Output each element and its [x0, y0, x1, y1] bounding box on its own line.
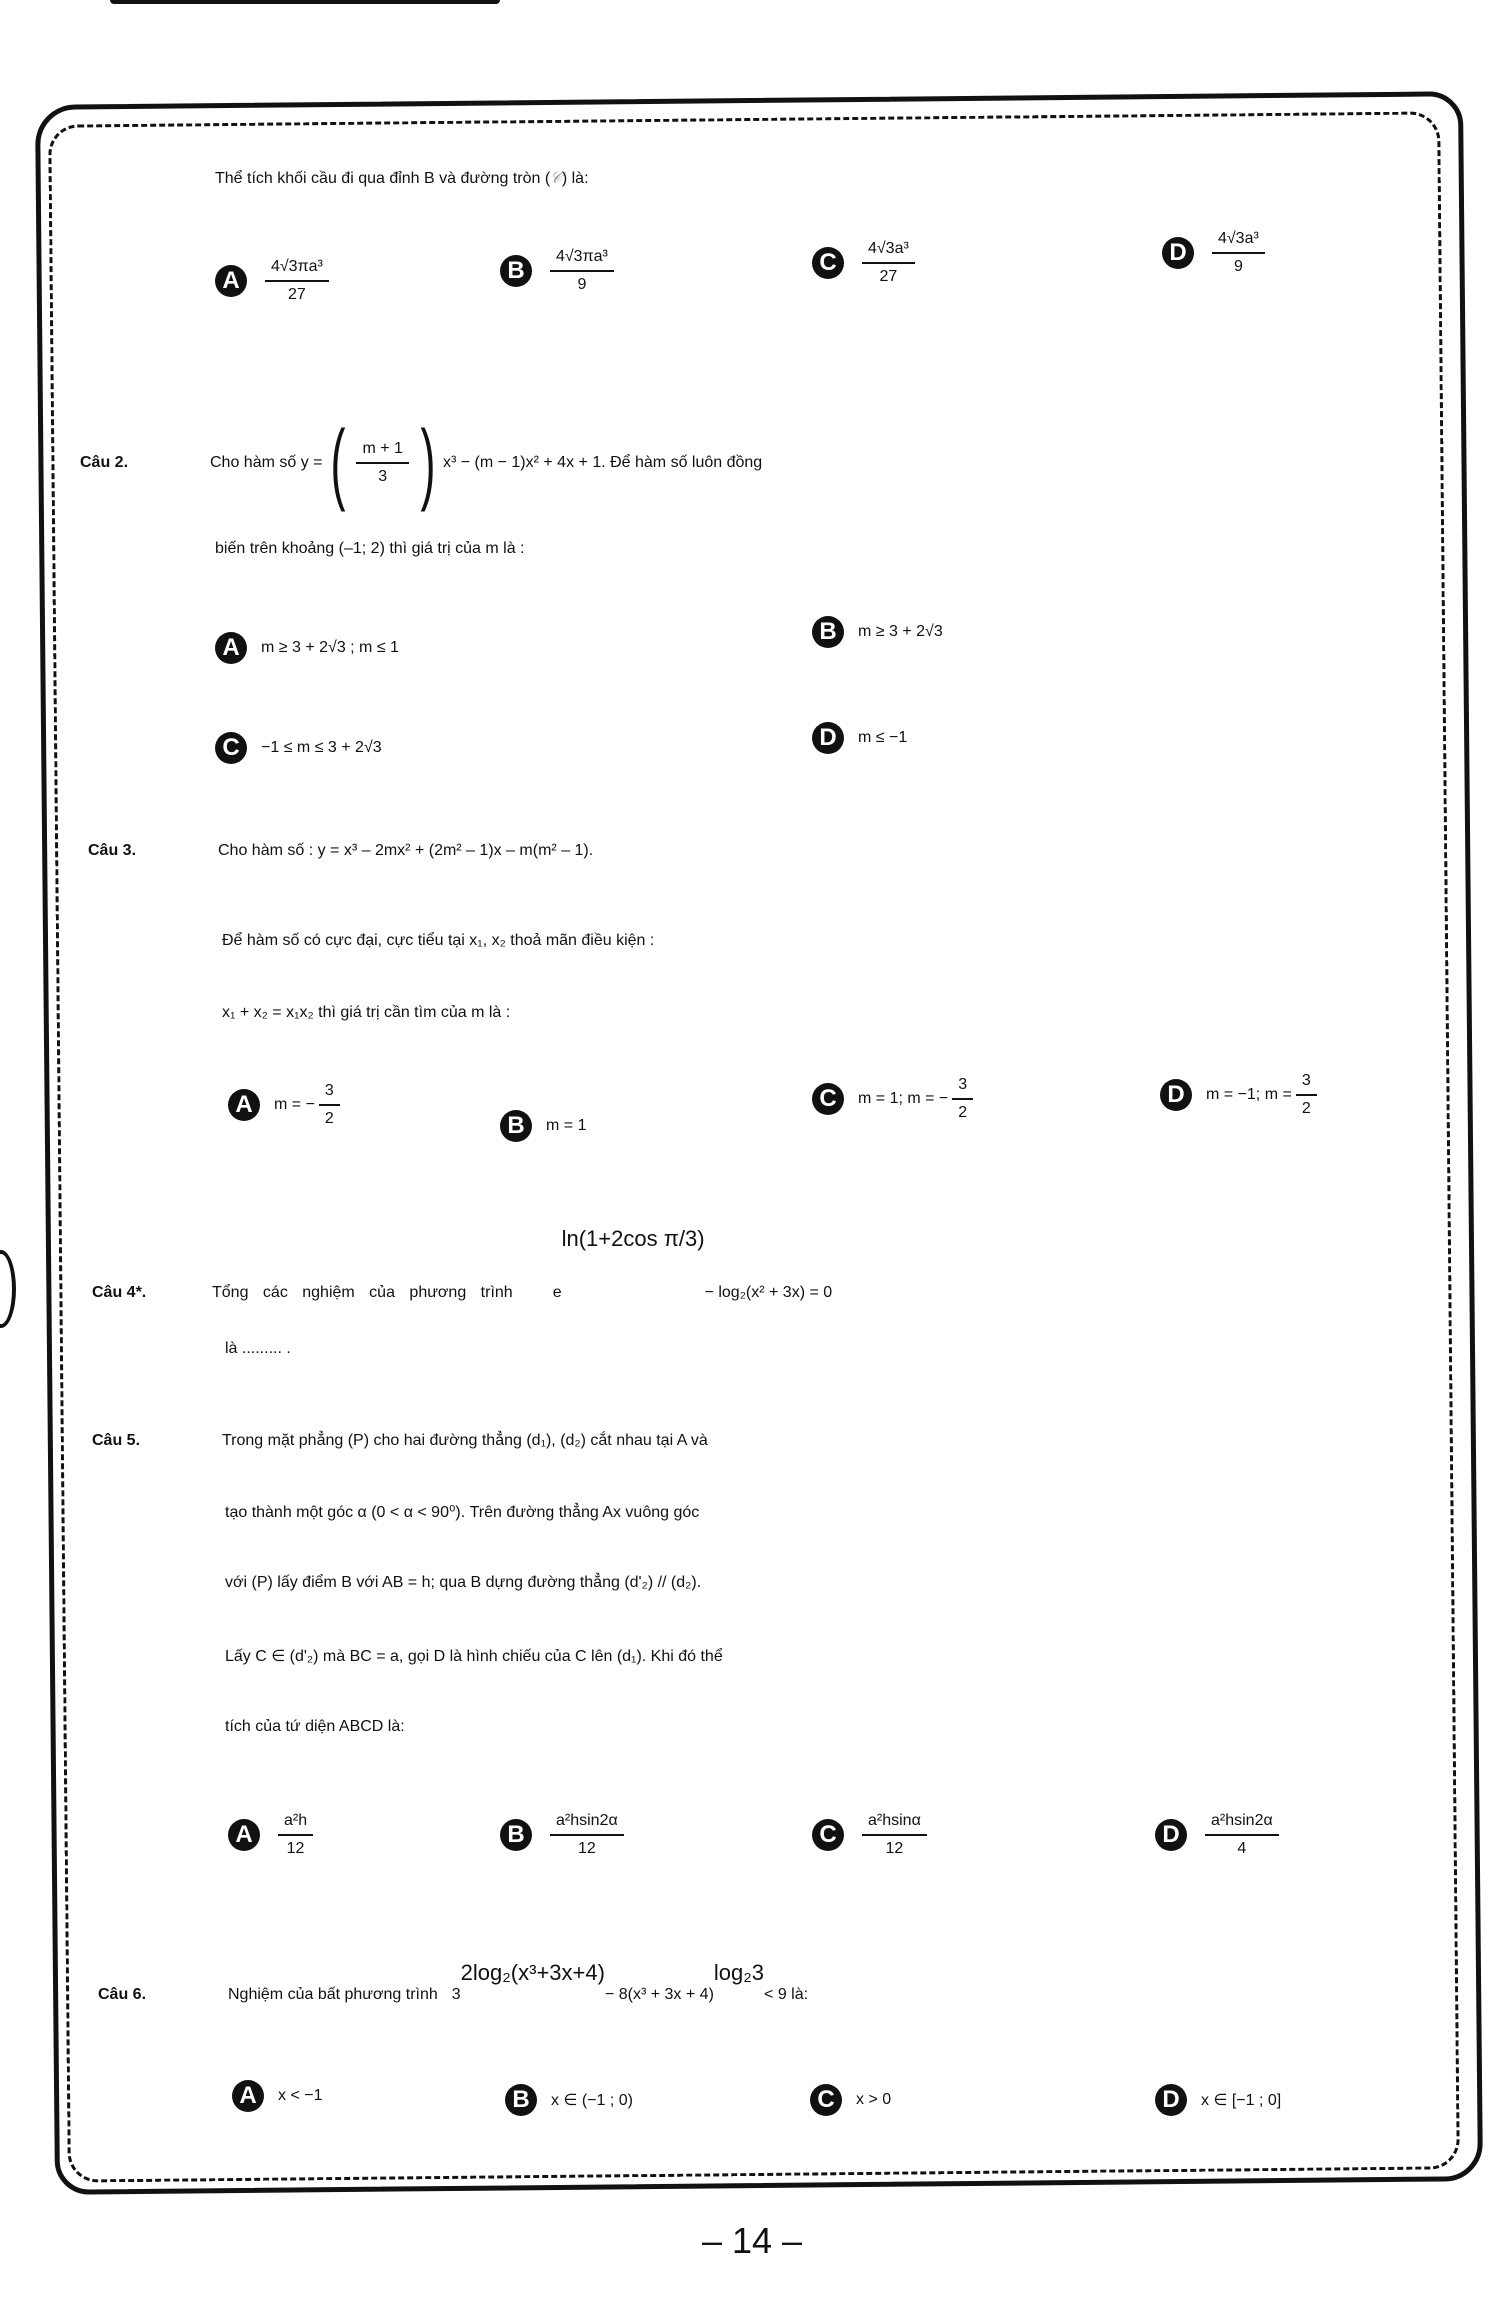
question-label: Câu 4*. — [92, 1284, 147, 1301]
q5-option-b[interactable]: B $\frac{\text{a²hsin2α}}{12}$ — [500, 1812, 628, 1858]
q1-option-a[interactable]: A $\frac{\text{4√3πa³}}{27}$ — [215, 258, 333, 304]
q3-statement: Câu 3. Cho hàm số : y = x³ – 2mx² + (2m² – 1)x – m(m² – 1). — [88, 842, 594, 859]
fraction-parenthesized: ( $\frac{m + 1}{3}$ ) — [329, 413, 436, 513]
option-badge-d: D — [1162, 237, 1194, 269]
q3-option-a[interactable]: A m = − $\frac{3}{2}$ — [228, 1082, 344, 1128]
q3-statement-line3: x₁ + x₂ = x₁x₂ thì giá trị cần tìm của m là : — [222, 1004, 511, 1021]
q5-line5: tích của tứ diện ABCD là: — [225, 1718, 405, 1735]
question-label: Câu 5. — [92, 1432, 141, 1449]
q4-answer-blank: là ......... . — [225, 1340, 291, 1357]
q3-statement-line2: Để hàm số có cực đại, cực tiểu tại x₁, x₂ thoả mãn điều kiện : — [222, 932, 655, 949]
q3-option-c[interactable]: C m = 1; m = − $\frac{3}{2}$ — [812, 1076, 977, 1122]
q2-option-d[interactable]: D m ≤ −1 — [812, 722, 907, 754]
page-edge-bracket — [0, 1250, 16, 1328]
q5-line4: Lấy C ∈ (d'₂) mà BC = a, gọi D là hình chiếu của C lên (d₁). Khi đó thể — [225, 1648, 723, 1665]
q6-option-c[interactable]: C x > 0 — [810, 2084, 891, 2116]
q3-option-b[interactable]: B m = 1 — [500, 1110, 586, 1142]
q2-statement: Câu 2. Cho hàm số y = ( $\frac{m + 1}{3}$ ) x³ − (m − 1)x² + 4x + 1. Để hàm số luôn đồng — [80, 413, 763, 513]
q2-option-c[interactable]: C −1 ≤ m ≤ 3 + 2√3 — [215, 732, 382, 764]
q4-statement: Câu 4*. Tổng các nghiệm của phương trình e ln(1+2cos π/3) − log₂(x² + 3x) = 0 — [92, 1226, 833, 1301]
question-label: Câu 6. — [98, 1986, 147, 2003]
circle-symbol: 𝒞 — [550, 168, 562, 187]
q1-option-c[interactable]: C $\frac{\text{4√3a³}}{27}$ — [812, 240, 919, 286]
q6-option-d[interactable]: D x ∈ [−1 ; 0] — [1155, 2084, 1281, 2116]
option-badge-b: B — [500, 255, 532, 287]
q6-statement: Câu 6. Nghiệm của bất phương trình 3 2log₂(x³+3x+4) − 8(x³ + 3x + 4) log₂3 < 9 là: — [98, 1960, 809, 2003]
top-decorative-rule — [110, 0, 500, 4]
q3-option-d[interactable]: D m = −1; m = $\frac{3}{2}$ — [1160, 1072, 1321, 1118]
question-label: Câu 2. — [80, 454, 129, 471]
option-badge-a: A — [215, 265, 247, 297]
q5-line3: với (P) lấy điểm B với AB = h; qua B dựng đường thẳng (d'₂) // (d₂). — [225, 1574, 702, 1591]
q6-option-a[interactable]: A x < −1 — [232, 2080, 322, 2112]
q5-option-c[interactable]: C $\frac{\text{a²hsinα}}{12}$ — [812, 1812, 931, 1858]
q2-option-a[interactable]: A m ≥ 3 + 2√3 ; m ≤ 1 — [215, 632, 399, 664]
q1-option-b[interactable]: B $\frac{\text{4√3πa³}}{9}$ — [500, 248, 618, 294]
q5-option-a[interactable]: A $\frac{\text{a²h}}{12}$ — [228, 1812, 317, 1858]
option-badge-c: C — [812, 247, 844, 279]
q6-option-b[interactable]: B x ∈ (−1 ; 0) — [505, 2084, 633, 2116]
q1-option-d[interactable]: D $\frac{\text{4√3a³}}{9}$ — [1162, 230, 1269, 276]
q5-statement: Câu 5. Trong mặt phẳng (P) cho hai đường thẳng (d₁), (d₂) cắt nhau tại A và — [92, 1432, 708, 1449]
q1-statement: Thể tích khối cầu đi qua đỉnh B và đường tròn (𝒞) là: — [215, 168, 589, 187]
q2-option-b[interactable]: B m ≥ 3 + 2√3 — [812, 616, 943, 648]
page-number: – 14 – — [701, 2220, 803, 2261]
q5-line2: tạo thành một góc α (0 < α < 90⁰). Trên đường thẳng Ax vuông góc — [225, 1504, 700, 1521]
q5-option-d[interactable]: D $\frac{\text{a²hsin2α}}{4}$ — [1155, 1812, 1283, 1858]
q2-statement-line2: biến trên khoảng (–1; 2) thì giá trị của m là : — [215, 540, 525, 557]
question-label: Câu 3. — [88, 842, 137, 859]
